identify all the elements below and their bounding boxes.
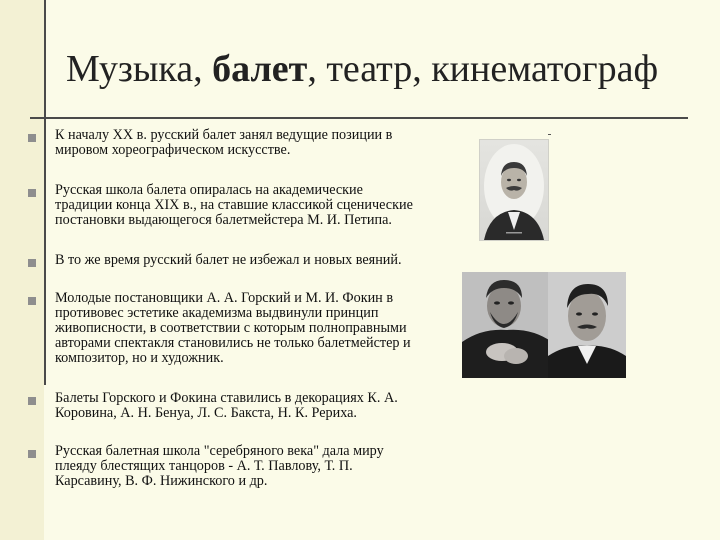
portrait-photo-3 [548,272,626,378]
bullet-5-icon [28,397,36,405]
title-underline-rule [30,117,688,119]
item-2-line-2: традиции конца XIX в., на ставшие классикой сценические [55,197,413,213]
item-2-line-1: Русская школа балета опиралась на академические [55,182,363,198]
slide-title [66,46,686,92]
item-2-line-3: постановки выдающегося балетмейстера М. И. Петипа. [55,212,392,228]
left-decor-bar [0,0,44,540]
bullet-item-6 [55,444,384,489]
item-4-line-5: композитор, но и художник. [55,350,224,366]
title-text-1: Музыка, [66,48,213,90]
portrait-photo-2 [462,272,552,378]
bullet-3-icon [28,259,36,267]
title-text-2: , театр, кинематограф [307,48,659,90]
title-text-bold: балет [212,48,308,90]
bullet-6-icon [28,450,36,458]
item-4-line-3: живописности, в соответствии с которым полноправными [55,320,407,336]
item-5-line-1: Балеты Горского и Фокина ставились в декорациях К. А. [55,390,398,406]
item-1-line-1: К началу XX в. русский балет занял ведущие позиции в [55,127,393,143]
bullet-item-1 [55,128,392,158]
bullet-1-icon [28,134,36,142]
bullet-item-5 [55,391,398,421]
item-6-line-1: Русская балетная школа "серебряного века" дала миру [55,443,384,459]
bullet-2-icon [28,189,36,197]
item-3-line-1: В то же время русский балет не избежал и новых веяний. [55,252,402,268]
decor-tick [548,134,551,135]
bullet-item-2 [55,183,413,228]
item-5-line-2: Коровина, А. Н. Бенуа, Л. С. Бакста, Н. К. Рериха. [55,405,357,421]
item-1-line-2: мировом хореографическом искусстве. [55,142,291,158]
item-4-line-1: Молодые постановщики А. А. Горский и М. И. Фокин в [55,290,394,306]
item-4-line-4: авторами спектакля становились не только балетмейстер и [55,335,411,351]
bullet-item-4 [55,291,411,366]
bullet-4-icon [28,297,36,305]
item-6-line-2: плеяду блестящих танцоров - А. Т. Павлову, Т. П. [55,458,353,474]
item-6-line-3: Карсавину, В. Ф. Нижинского и др. [55,473,268,489]
item-4-line-2: противовес эстетике академизма выдвинули принцип [55,305,379,321]
bullet-item-3 [55,253,402,268]
portrait-photo-1 [480,140,548,240]
left-vertical-rule [44,0,46,385]
